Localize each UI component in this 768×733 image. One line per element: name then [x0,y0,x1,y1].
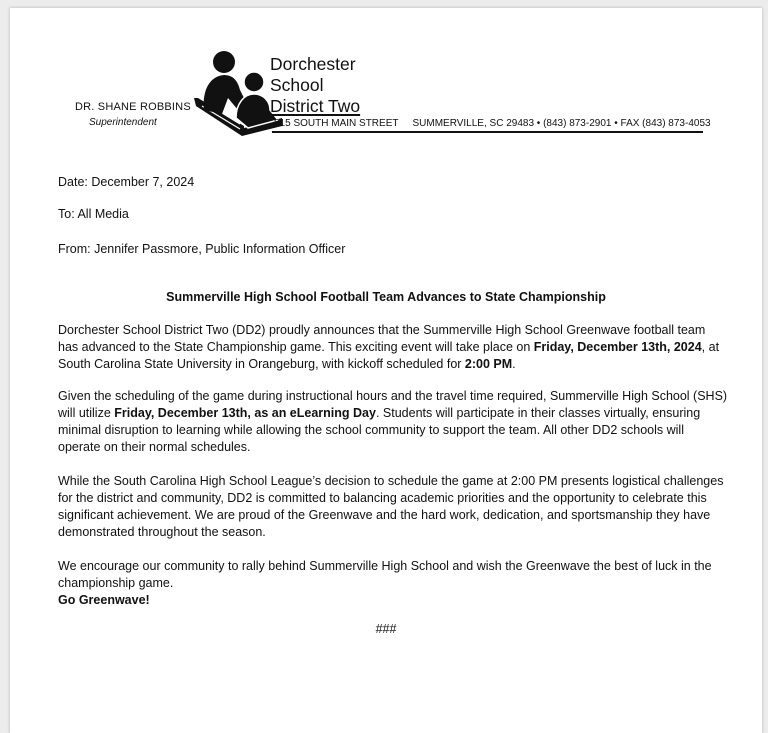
text-run: . Students will participate in their classes virtually, ensuring minimal disruption to learning while allowing the school community to support the team. All other DD2 schools will operate on their normal schedules. [58,406,701,454]
end-mark: ### [375,622,397,636]
org-name-line1: Dorchester [270,54,356,74]
paragraph-encouragement: We encourage our community to rally behind Summerville High School and wish the Greenwave the best of luck in the championship game. [58,559,712,590]
memo-to: To: All Media [58,207,129,221]
paragraph-announcement [58,322,728,373]
paragraph-league-decision: While the South Carolina High School League’s decision to schedule the game at 2:00 PM presents logistical challenges for the district and community, DD2 is committed to balancing academic priorities and the opportunity to celebrate this significant achievement. We are proud of the Greenwave and the hard work, dedication, and sportsmanship they have demonstrated throughout the season. [58,474,724,539]
press-release-headline: Summerville High School Football Team Advances to State Championship [166,290,606,304]
superintendent-title: Superintendent [89,117,157,128]
letterhead-rule [272,131,703,133]
letterhead-address [274,118,711,129]
document-page [10,8,762,733]
superintendent-name: DR. SHANE ROBBINS [75,101,191,113]
text-run: Dorchester School District Two (DD2) proudly announces that the Summerville High School Greenwave football team has advanced to the State Championship game. This exciting event will take place on [58,323,706,354]
paragraph-elearning [58,388,728,456]
closing-line: Go Greenwave! [58,593,150,607]
elearning-day: Friday, December 13th, as an eLearning Day [114,406,376,420]
memo-from: From: Jennifer Passmore, Public Information Officer [58,242,346,256]
street-address: 815 SOUTH MAIN STREET [274,118,399,129]
text-run: Given the scheduling of the game during instructional hours and the travel time required, Summerville High School (SHS) will utilize [58,389,728,420]
org-name-line3: District Two [270,96,361,116]
memo-date: Date: December 7, 2024 [58,175,195,189]
game-date: Friday, December 13th, 2024 [533,340,702,354]
city-contact-info: SUMMERVILLE, SC 29483 • (843) 873-2901 • FAX (843) 873-4053 [412,118,711,129]
org-name-line2: School [270,75,324,95]
text-run: , at South Carolina State University in Orangeburg, with kickoff scheduled for [58,340,720,371]
kickoff-time: 2:00 PM [464,357,513,371]
text-run: . [512,357,516,371]
